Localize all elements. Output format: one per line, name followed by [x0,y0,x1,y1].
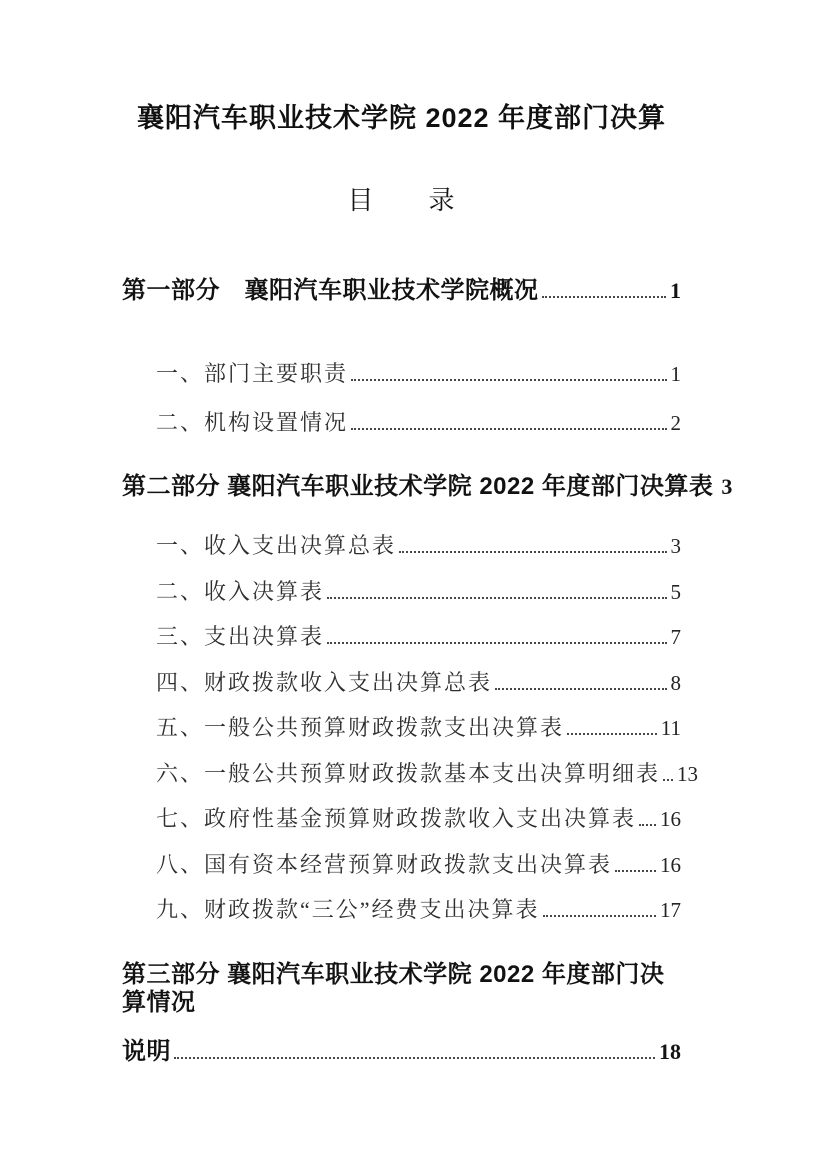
toc-entry-part2-item6 [122,760,699,787]
toc-entry-label: 七、政府性基金预算财政拨款收入支出决算表 [156,806,637,832]
toc-entry-part2-item7 [122,806,681,832]
toc-entry-page: 17 [660,898,681,923]
toc-entry-page: 16 [660,852,681,877]
dot-leader [567,733,657,735]
dot-leader [542,296,667,298]
dot-leader [327,597,666,599]
toc-heading: 目 录 [347,184,456,215]
toc-entry-page: 11 [660,716,681,741]
toc-entry-label: 六、一般公共预算财政拨款基本支出决算明细表 [156,760,661,786]
dot-leader [615,870,656,872]
toc-entry-part2-item8 [122,852,681,878]
toc-entry-label: 五、一般公共预算财政拨款支出决算表 [156,715,565,741]
dot-leader [351,428,666,430]
toc-entry-label: 三、支出决算表 [156,624,325,650]
toc-entry-label: 第二部分 襄阳汽车职业技术学院 2022 年度部门决算表 [122,473,714,501]
toc-entry-label: 四、财政拨款收入支出决算总表 [156,669,493,695]
toc-entry-label: 一、收入支出决算总表 [156,533,397,559]
toc-entry-label-line1: 第三部分 襄阳汽车职业技术学院 2022 年度部门决算情况 [122,960,665,1016]
toc-entry-page: 7 [670,625,681,650]
document-title: 襄阳汽车职业技术学院 2022 年度部门决算 [136,103,667,133]
toc-entry-page: 8 [670,670,681,695]
toc-entry-part1-item2 [122,410,681,436]
toc-entry-label: 一、部门主要职责 [156,361,349,387]
toc-entry-part2-item4 [122,670,681,696]
toc-entry-part2-item5 [122,715,681,741]
dot-leader [351,379,666,381]
toc-entry-page: 5 [670,579,681,604]
toc-entry-label: 第一部分 襄阳汽车职业技术学院概况 [122,277,539,305]
toc-entry-label-line2: 说明 [122,1038,171,1066]
dot-leader [639,824,656,826]
toc-entry-part2-item3 [122,624,681,650]
toc-entry-label: 二、机构设置情况 [156,409,349,435]
dot-leader [543,915,656,917]
toc-entry-part3-line2 [122,1038,681,1066]
dot-leader [663,779,673,781]
toc-entry-part2 [122,473,733,501]
toc-entry-part1 [122,277,681,305]
dot-leader [495,688,666,690]
dot-leader [327,642,666,644]
toc-entry-label: 九、财政拨款“三公”经费支出决算表 [156,897,540,923]
toc-entry-page: 18 [659,1039,681,1065]
toc-entry-page: 1 [670,362,681,387]
toc-entry-label: 八、国有资本经营预算财政拨款支出决算表 [156,851,613,877]
toc-entry-page: 3 [721,474,733,500]
toc-entry-part2-item1 [122,533,681,559]
toc-entry-part2-item9 [122,897,681,923]
toc-entry-part1-item1 [122,361,681,387]
toc-entry-label: 二、收入决算表 [156,578,325,604]
toc-entry-page: 1 [670,278,681,304]
toc-entry-part2-item2 [122,579,681,605]
toc-entry-part3 [122,961,681,1066]
toc-entry-page: 2 [670,410,681,435]
toc-entry-page: 13 [677,761,699,786]
toc-entry-page: 3 [670,534,681,559]
dot-leader [399,551,666,553]
dot-leader [174,1057,655,1059]
toc-entry-page: 16 [660,807,681,832]
